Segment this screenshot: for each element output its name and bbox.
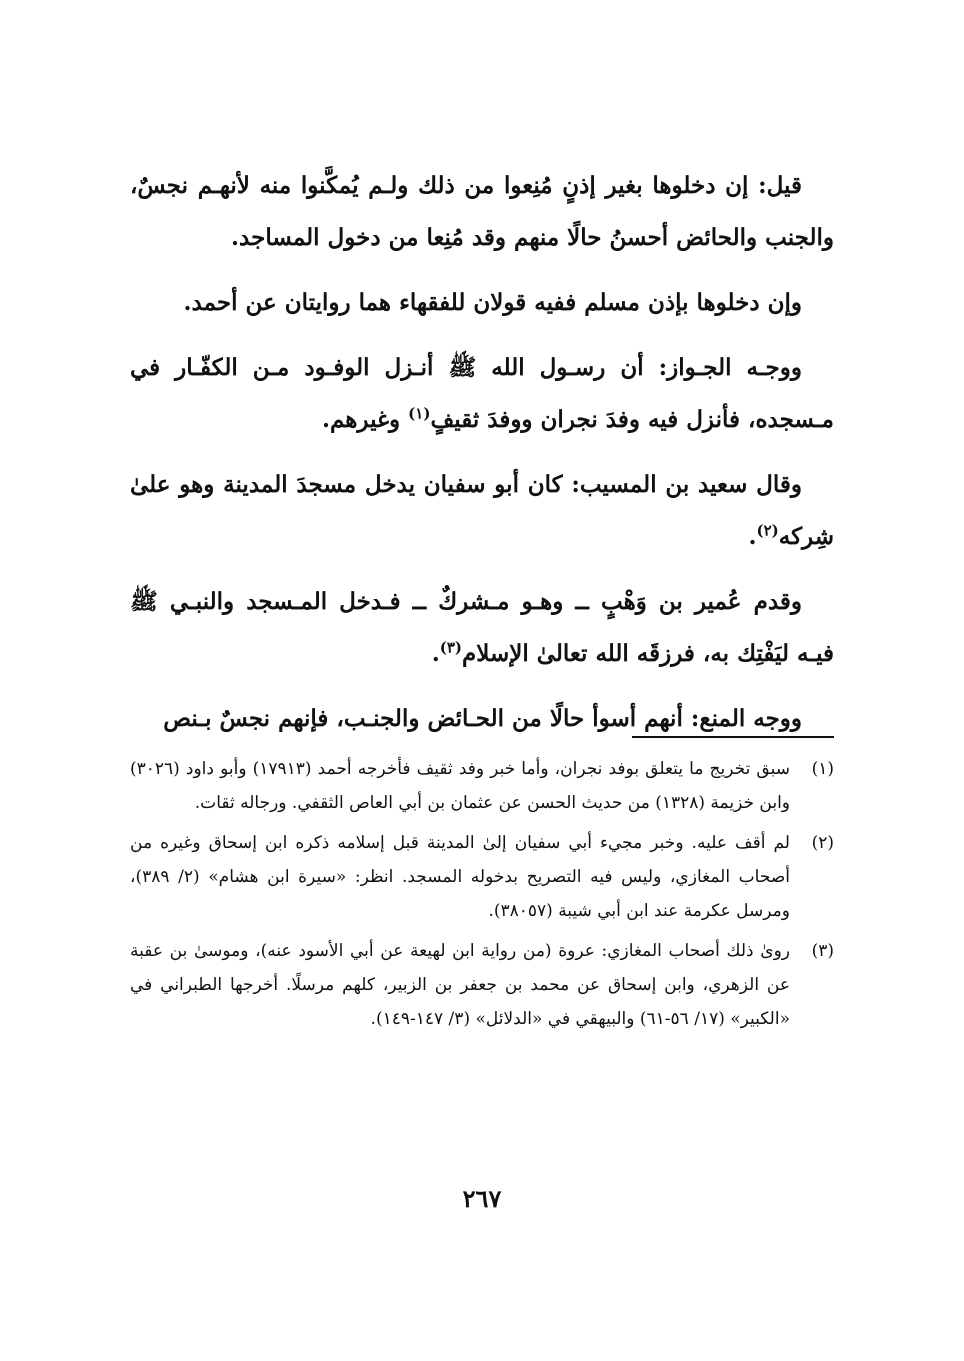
footnote-text: رویٰ ذلك أصحاب المغازي: عروة (من رواية ابن لهيعة عن أبي الأسود عنه)، وموسىٰ بن عقبة عن الزهري، وابن إسحاق عن محمد بن جعفر بن الزبير، كلهم مرسلًا. أخرجها الطبراني في «الكبير» (١٧/ ٥٦-٦١) والبيهقي في «الدلائل» (٣/ ١٤٧-١٤٩).	[130, 941, 790, 1029]
paragraph-lead: ووجـه الجـواز:	[658, 354, 802, 381]
footnote-2	[130, 826, 834, 928]
paragraph-text: قيل: إن دخلوها بغير إذنٍ مُنِعوا من ذلك ولـم يُمكَّنوا منه لأنهـم نجسٌ، والجنب والحائض أحسنُ حالًا منهم وقد مُنِعا من دخول المساجد.	[130, 172, 834, 251]
paragraph-2	[130, 277, 834, 329]
footnote-ref-2[interactable]: (٢)	[756, 521, 779, 540]
footnote-text: سبق تخريج ما يتعلق بوفد نجران، وأما خبر وفد ثقيف فأخرجه أحمد (١٧٩١٣) وأبو داود (٣٠٢٦) وابن خزيمة (١٣٢٨) من حديث الحسن عن عثمان بن أبي العاص الثقفي. ورجاله ثقات.	[130, 759, 790, 813]
paragraph-lead: ووجه المنع:	[690, 705, 802, 732]
footnote-text: لم أقف عليه. وخبر مجيء أبي سفيان إلىٰ المدينة قبل إسلامه ذكره ابن إسحاق وغيره من أصحاب المغازي، وليس فيه التصريح بدخوله المسجد. انظر: «سيرة ابن هشام» (٢/ ٣٨٩)، ومرسل عكرمة عند ابن أبي شيبة (٣٨٠٥٧).	[130, 833, 790, 921]
paragraph-text: وإن دخلوها بإذن مسلم ففيه قولان للفقهاء هما روايتان عن أحمد.	[183, 289, 802, 316]
paragraph-5	[130, 576, 834, 680]
paragraph-text: وقدم عُمير بن وَهْبٍ ــ وهـو مـشركٌ ــ فـدخل المـسجد والنبـي ﷺ فيـه ليَفْتِك به، فرزقَه الله تعالىٰ الإسلام	[130, 588, 834, 667]
main-text	[130, 160, 834, 758]
footnote-number: (٢)	[811, 833, 834, 853]
footnote-number: (١)	[811, 759, 834, 779]
paragraph-3	[130, 342, 834, 446]
footnote-ref-3[interactable]: (٣)	[439, 638, 462, 657]
paragraph-tail: .	[748, 523, 757, 550]
paragraph-4	[130, 459, 834, 563]
paragraph-1	[130, 160, 834, 264]
footnote-number: (٣)	[811, 941, 834, 961]
paragraph-tail: .	[431, 640, 440, 667]
footnote-1	[130, 752, 834, 820]
footnotes	[130, 752, 834, 1042]
paragraph-text: أن رسـول الله ﷺ أنـزل الوفـود مـن الكفّـار في مـسجده، فأنزل فيه وفدَ نجران ووفدَ ثقيفٍ	[130, 354, 834, 433]
footnote-divider	[632, 736, 834, 738]
paragraph-text: أنهم أسوأ حالًا من الحـائض والجنـب، فإنهم نجسٌ بـنص	[163, 705, 691, 732]
paragraph-text: وقال سعيد بن المسيب: كان أبو سفيان يدخل مسجدَ المدينة وهو علىٰ شِركه	[130, 471, 834, 550]
page-number: ٢٦٧	[462, 1184, 502, 1213]
paragraph-tail: وغيرهم.	[321, 406, 409, 433]
footnote-3	[130, 934, 834, 1036]
footnote-ref-1[interactable]: (١)	[408, 404, 431, 423]
